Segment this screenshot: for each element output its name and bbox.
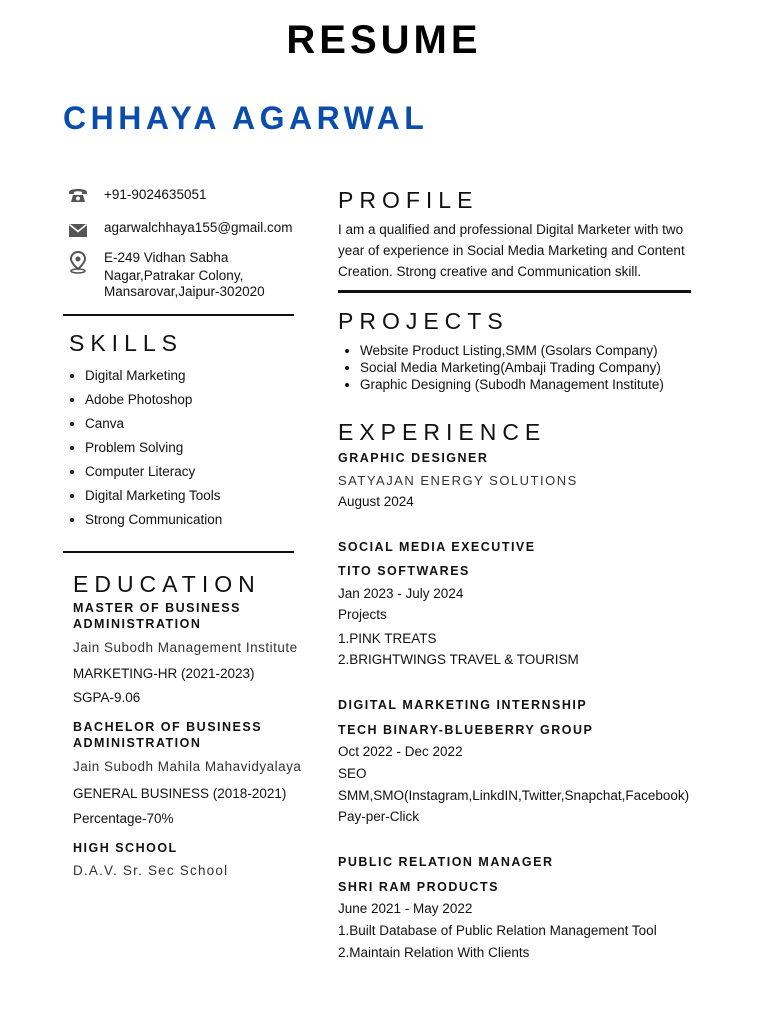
job3-title: DIGITAL MARKETING INTERNSHIP: [338, 698, 588, 712]
experience-heading: EXPERIENCE: [338, 419, 547, 445]
mba-degree: MASTER OF BUSINESS ADMINISTRATION: [73, 601, 241, 631]
project-item: • Website Product Listing,SMM (Gsolars Company): [360, 342, 664, 359]
job4-line: 1.Built Database of Public Relation Management Tool: [338, 923, 657, 938]
school-degree: HIGH SCHOOL: [73, 841, 178, 855]
phone-icon: [67, 184, 89, 206]
job2-company: TITO SOFTWARES: [338, 564, 470, 578]
skill-item: • Digital Marketing: [85, 364, 222, 388]
job2-date: Jan 2023 - July 2024: [338, 586, 464, 601]
profile-heading: PROFILE: [338, 187, 479, 213]
projects-heading: PROJECTS: [338, 308, 509, 334]
job3-company: TECH BINARY-BLUEBERRY GROUP: [338, 723, 594, 737]
skill-item: • Adobe Photoshop: [85, 388, 222, 412]
profile-line: year of experience in Social Media Marketing and Content: [338, 243, 685, 258]
skills-list: [63, 364, 222, 532]
skill-item: • Canva: [85, 412, 222, 436]
job3-line: Pay-per-Click: [338, 809, 420, 824]
bba-score: Percentage-70%: [73, 811, 174, 826]
mba-institute: Jain Subodh Management Institute: [73, 640, 298, 655]
job4-line: 2.Maintain Relation With Clients: [338, 945, 530, 960]
job1-company: SATYAJAN ENERGY SOLUTIONS: [338, 473, 578, 488]
job4-date: June 2021 - May 2022: [338, 901, 473, 916]
skill-item: • Strong Communication: [85, 508, 222, 532]
address-line-2: Nagar,Patrakar Colony,: [104, 268, 244, 283]
job1-title: GRAPHIC DESIGNER: [338, 451, 489, 465]
bba-degree: BACHELOR OF BUSINESS ADMINISTRATION: [73, 720, 263, 750]
address-line-3: Mansarovar,Jaipur-302020: [104, 284, 265, 299]
skill-item: • Problem Solving: [85, 436, 222, 460]
job1-date: August 2024: [338, 494, 414, 509]
profile-line: I am a qualified and professional Digital Marketer with two: [338, 222, 684, 237]
location-pin-icon: [67, 250, 89, 272]
school-institute: D.A.V. Sr. Sec School: [73, 863, 229, 878]
mba-score: SGPA-9.06: [73, 690, 141, 705]
address-line-1: E-249 Vidhan Sabha: [104, 250, 229, 265]
skill-item: • Digital Marketing Tools: [85, 484, 222, 508]
education-heading: EDUCATION: [73, 571, 261, 597]
divider: [338, 290, 691, 293]
mba-detail: MARKETING-HR (2021-2023): [73, 666, 255, 681]
job3-line: SMM,SMO(Instagram,LinkdIN,Twitter,Snapchat,Facebook): [338, 788, 690, 803]
divider: [63, 314, 294, 316]
bba-detail: GENERAL BUSINESS (2018-2021): [73, 786, 287, 801]
job2-line: 2.BRIGHTWINGS TRAVEL & TOURISM: [338, 652, 579, 667]
document-title: RESUME: [286, 18, 482, 62]
profile-line: Creation. Strong creative and Communication skill.: [338, 264, 642, 279]
project-item: • Graphic Designing (Subodh Management Institute): [360, 376, 664, 393]
job4-title: PUBLIC RELATION MANAGER: [338, 855, 554, 869]
job3-date: Oct 2022 - Dec 2022: [338, 744, 463, 759]
bba-institute: Jain Subodh Mahila Mahavidyalaya: [73, 759, 302, 774]
project-item: • Social Media Marketing(Ambaji Trading Company): [360, 359, 664, 376]
job2-line: Projects: [338, 607, 387, 622]
job2-title: SOCIAL MEDIA EXECUTIVE: [338, 540, 536, 554]
job4-company: SHRI RAM PRODUCTS: [338, 880, 499, 894]
email-address: agarwalchhaya155@gmail.com: [104, 220, 293, 235]
profile-text: [338, 219, 698, 282]
job3-line: SEO: [338, 766, 367, 781]
divider: [63, 551, 294, 553]
skill-item: • Computer Literacy: [85, 460, 222, 484]
projects-list: [338, 342, 664, 393]
phone-number: +91-9024635051: [104, 187, 207, 202]
candidate-name: CHHAYA AGARWAL: [63, 100, 429, 136]
email-icon: [67, 219, 89, 241]
skills-heading: SKILLS: [69, 330, 183, 356]
job2-line: 1.PINK TREATS: [338, 631, 437, 646]
